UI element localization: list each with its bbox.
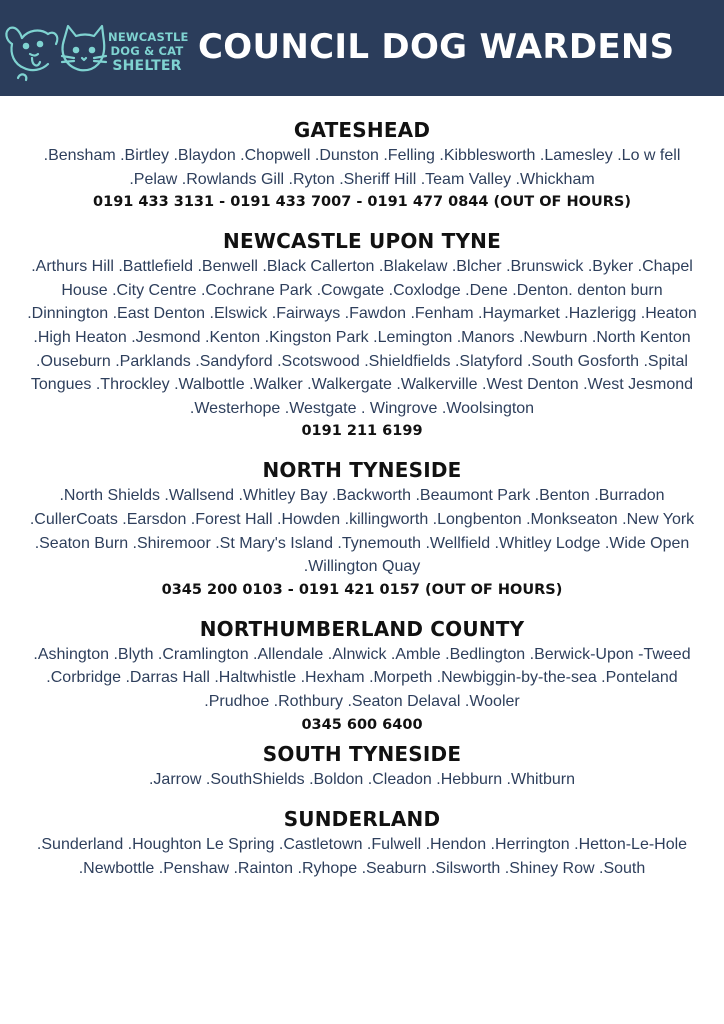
phone-numbers: 0345 600 6400	[301, 716, 423, 733]
logo-line-3: SHELTER	[112, 58, 182, 74]
section-title: GATESHEAD	[293, 118, 431, 142]
phone-numbers: 0191 433 3131 - 0191 433 7007 - 0191 477 0844 (OUT OF HOURS)	[93, 194, 631, 211]
area-list: .Arthurs Hill .Battlefield .Benwell .Black Callerton .Blakelaw .Blcher .Brunswick .Byker .Chapel House .City Centre .Cochrane Park .Cowgate .Coxlodge .Dene .Denton. denton burn .Dinnington .East Denton .Elswick .Fairways .Fawdon .Fenham .Haymarket .Hazlerigg .Heaton .High Heaton .Jesmond .Kenton .Kingston Park .Lemington .Manors .Newburn .North Kenton .Ouseburn .Parklands .Sandyford .Scotswood .Shieldfields .Slatyford .South Gosforth .Spital Tongues .Throckley .Walbottle .Walker .Walkergate .Walkerville .West Denton .West Jesmond .Westerhope .Westgate . Wingrove .Woolsington	[27, 258, 697, 417]
dog-and-cat-face-icon	[2, 20, 110, 84]
area-list: .Bensham .Birtley .Blaydon .Chopwell .Dunston .Felling .Kibblesworth .Lamesley .Lo w fell .Pelaw .Rowlands Gill .Ryton .Sheriff Hill .Team Valley .Whickham	[43, 147, 681, 188]
area-list: .North Shields .Wallsend .Whitley Bay .Backworth .Beaumont Park .Benton .Burradon .CullerCoats .Earsdon .Forest Hall .Howden .killingworth .Longbenton .Monkseaton .New York .Seaton Burn .Shiremoor .St Mary's Island .Tynemouth .Wellfield .Whitley Lodge .Wide Open .Willington Quay	[29, 487, 695, 576]
section-south-tyneside	[20, 740, 704, 792]
section-title: NORTH TYNESIDE	[262, 458, 462, 483]
logo-line-1: NEWCASTLE	[108, 30, 189, 44]
section-title: NORTHUMBERLAND COUNTY	[199, 616, 525, 641]
section-gateshead	[20, 116, 704, 213]
page-title: COUNCIL DOG WARDENS	[198, 27, 675, 67]
section-north-tyneside	[20, 456, 704, 600]
section-sunderland	[20, 805, 704, 880]
section-northumberland-county	[20, 615, 704, 736]
phone-numbers: 0345 200 0103 - 0191 421 0157 (OUT OF HOURS)	[161, 581, 563, 598]
header-banner	[0, 0, 724, 96]
section-newcastle-upon-tyne	[20, 227, 704, 442]
section-title: NEWCASTLE UPON TYNE	[223, 229, 501, 254]
area-list: .Sunderland .Houghton Le Spring .Castletown .Fulwell .Hendon .Herrington .Hetton-Le-Hole .Newbottle .Penshaw .Rainton .Ryhope .Seaburn .Silsworth .Shiney Row .South	[36, 836, 688, 877]
wardens-list	[20, 112, 704, 880]
logo-wordmark	[108, 30, 189, 74]
section-title: SUNDERLAND	[283, 807, 441, 832]
logo-line-2: DOG & CAT	[110, 44, 184, 58]
section-title: SOUTH TYNESIDE	[262, 741, 462, 766]
phone-numbers: 0191 211 6199	[301, 423, 423, 440]
area-list: .Ashington .Blyth .Cramlington .Allendale .Alnwick .Amble .Bedlington .Berwick-Upon -Tweed .Corbridge .Darras Hall .Haltwhistle .Hexham .Morpeth .Newbiggin-by-the-sea .Ponteland .Prudhoe .Rothbury .Seaton Delaval .Wooler	[33, 645, 691, 710]
area-list: .Jarrow .SouthShields .Boldon .Cleadon .Hebburn .Whitburn	[148, 770, 575, 788]
